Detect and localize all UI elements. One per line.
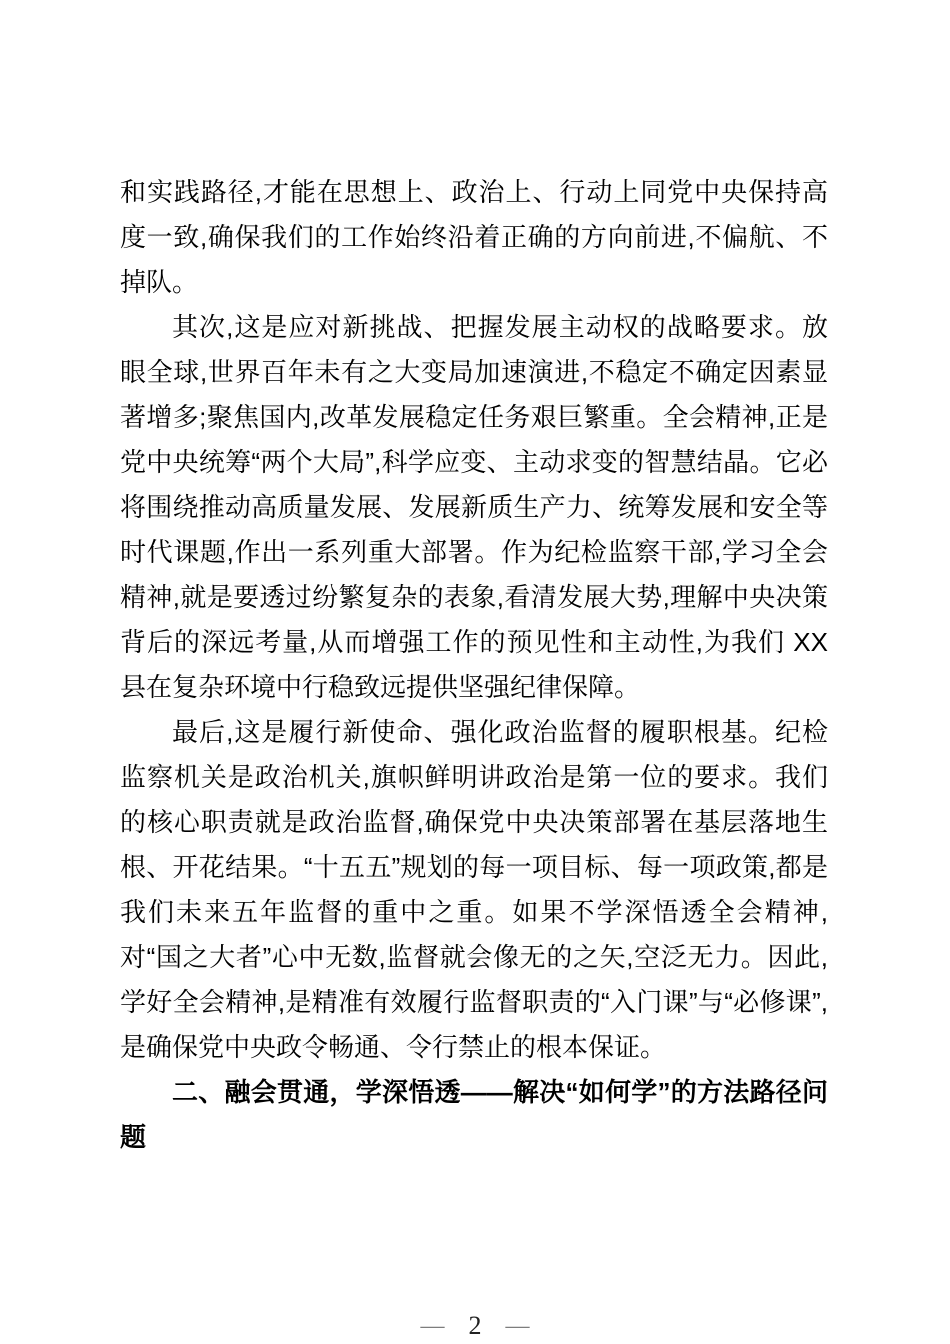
footer-dash-left: — <box>420 1312 445 1339</box>
document-body <box>120 170 828 1160</box>
paragraph-continuation: 和实践路径,才能在思想上、政治上、行动上同党中央保持高度一致,确保我们的工作始终沿着正确的方向前进,不偏航、不掉队。 <box>120 177 828 297</box>
paragraph-second-point: 其次,这是应对新挑战、把握发展主动权的战略要求。放眼全球,世界百年未有之大变局加速演进,不稳定不确定因素显著增多;聚焦国内,改革发展稳定任务艰巨繁重。全会精神,正是党中央统筹“两个大局”,科学应变、主动求变的智慧结晶。它必将围绕推动高质量发展、发展新质生产力、统筹发展和安全等时代课题,作出一系列重大部署。作为纪检监察干部,学习全会精神,就是要透过纷繁复杂的表象,看清发展大势,理解中央决策背后的深远考量,从而增强工作的预见性和主动性,为我们 XX 县在复杂环境中行稳致远提供坚强纪律保障。 <box>120 312 828 702</box>
page-footer <box>0 1308 950 1344</box>
page-number: 2 <box>468 1311 482 1340</box>
footer-dash-right: — <box>505 1312 530 1339</box>
section-heading: 二、融会贯通，学深悟透——解决“如何学”的方法路径问题 <box>120 1077 828 1152</box>
paragraph-third-point: 最后,这是履行新使命、强化政治监督的履职根基。纪检监察机关是政治机关,旗帜鲜明讲政治是第一位的要求。我们的核心职责就是政治监督,确保党中央决策部署在基层落地生根、开花结果。“十五五”规划的每一项目标、每一项政策,都是我们未来五年监督的重中之重。如果不学深悟透全会精神,对“国之大者”心中无数,监督就会像无的之矢,空泛无力。因此,学好全会精神,是精准有效履行监督职责的“入门课”与“必修课”,是确保党中央政令畅通、令行禁止的根本保证。 <box>120 717 828 1062</box>
